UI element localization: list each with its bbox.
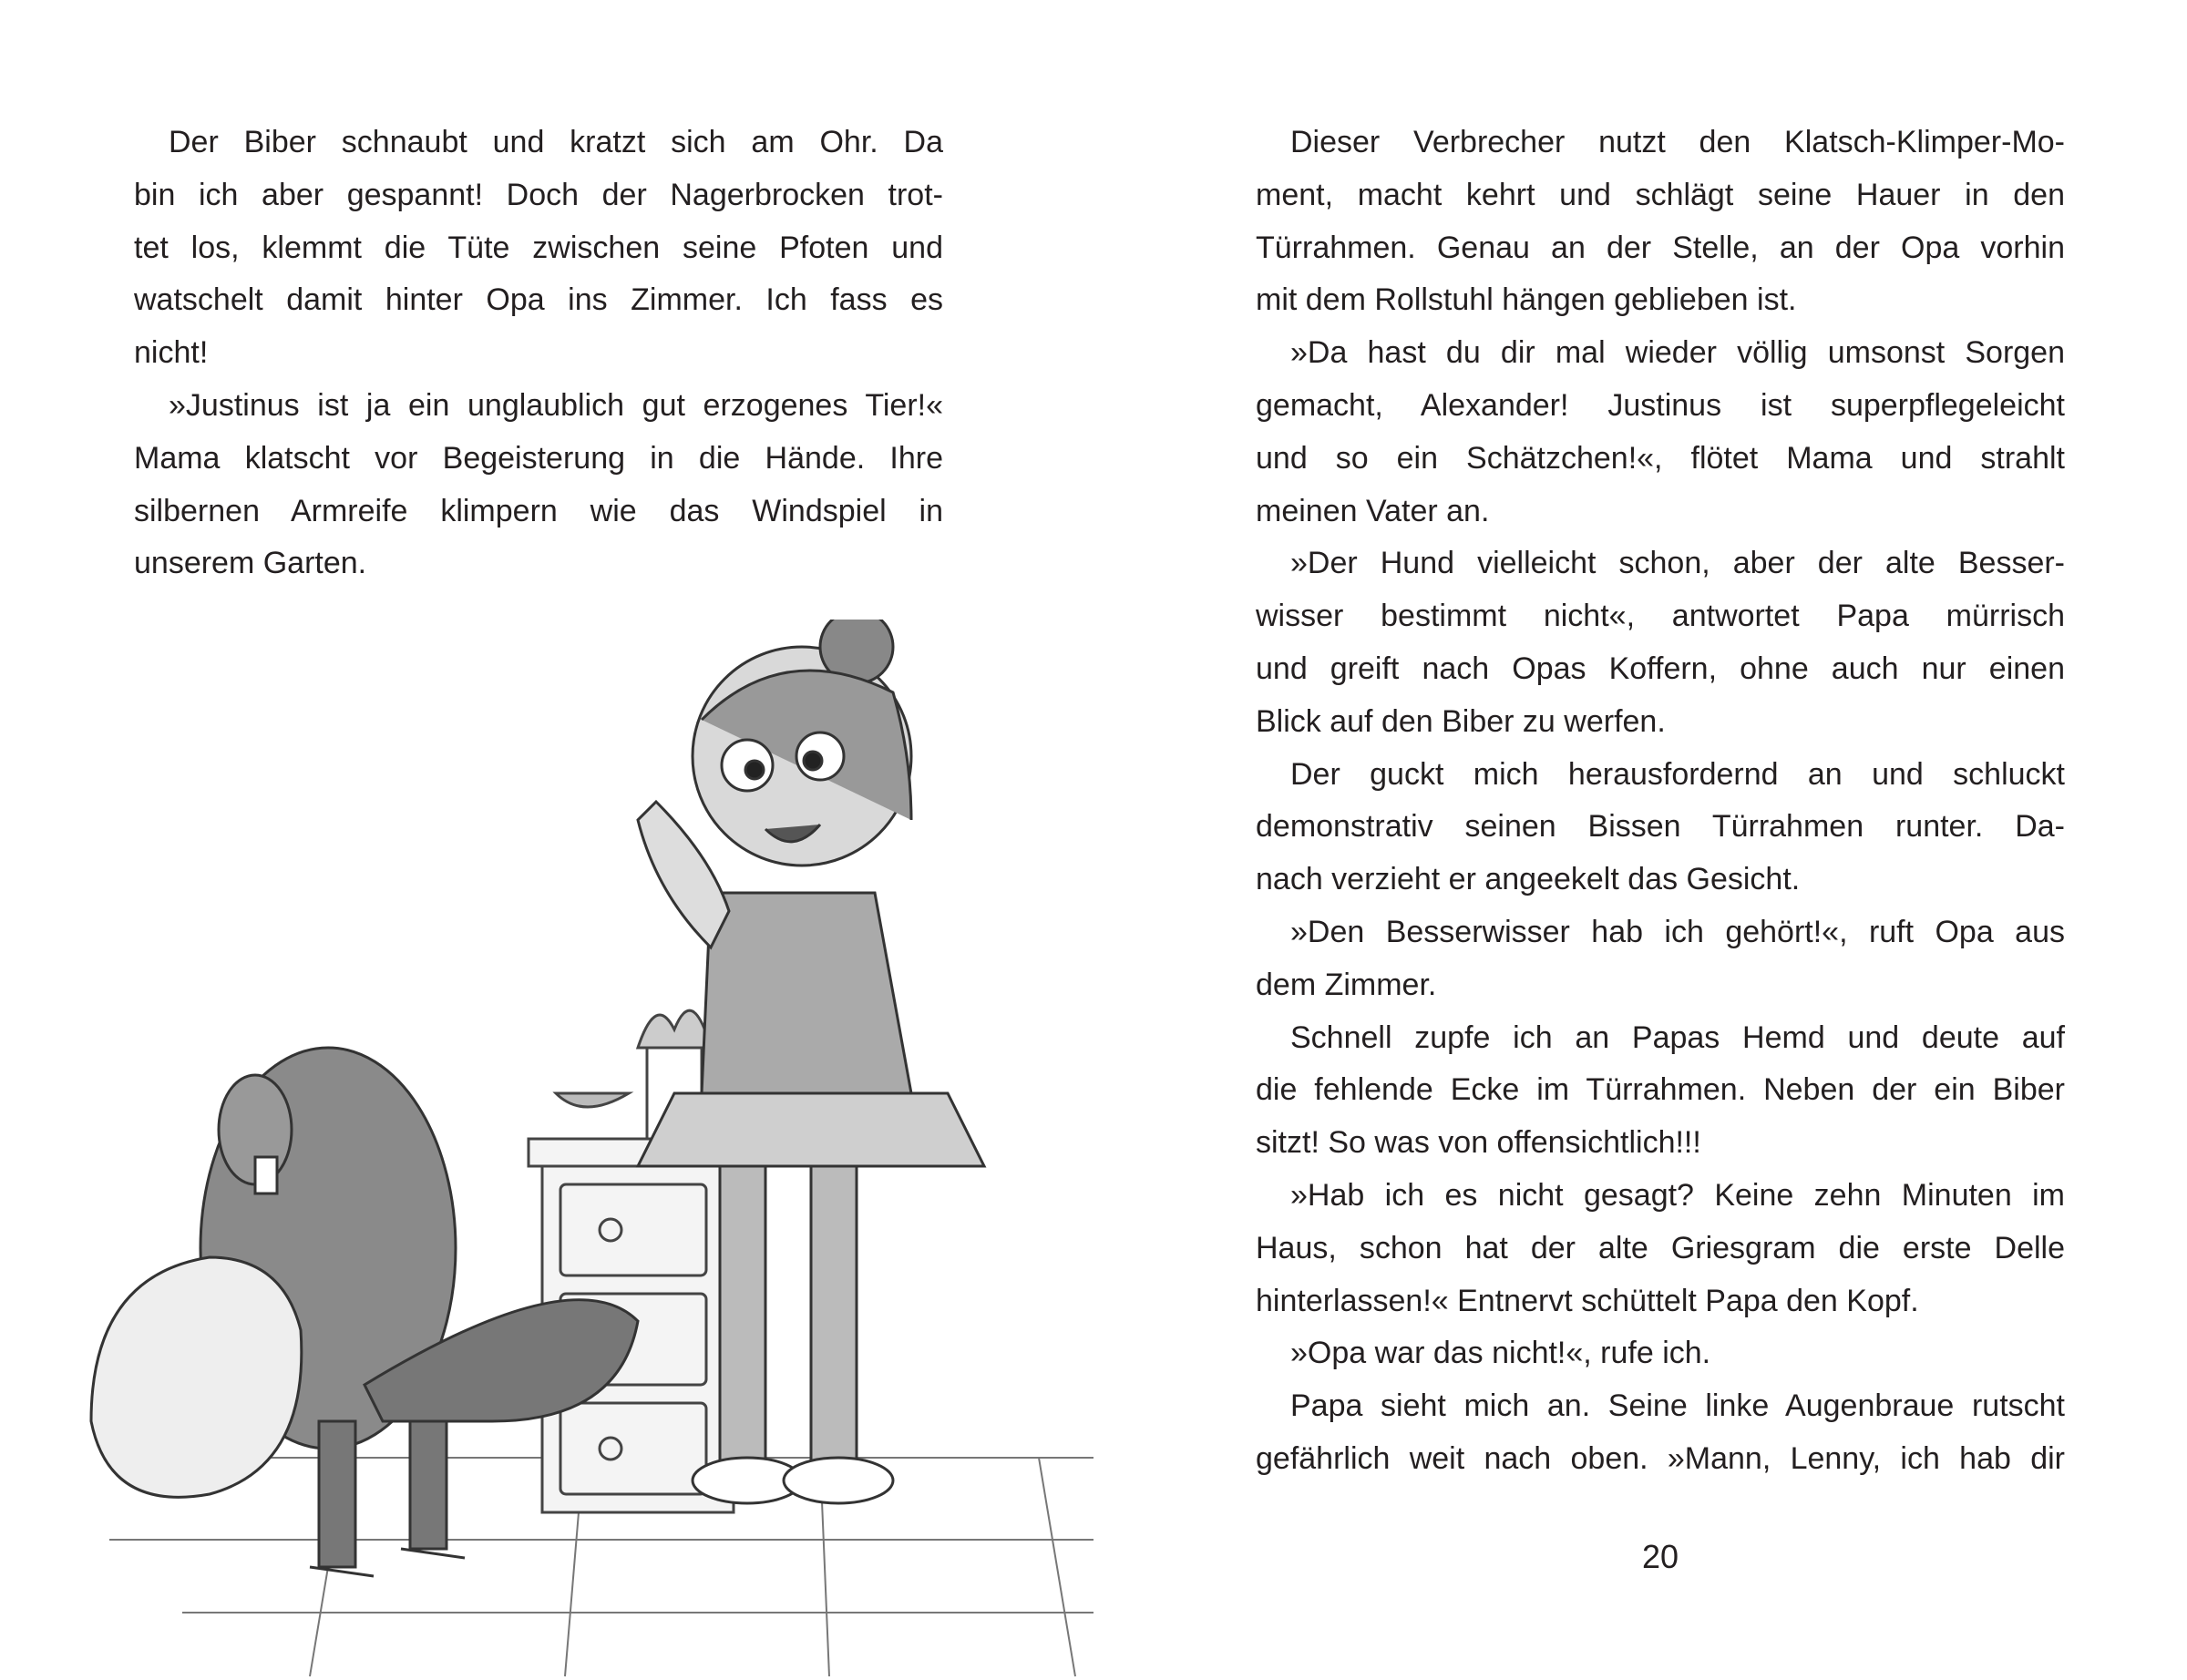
- text-line: hinterlassen!« Entnervt schüttelt Papa den Kopf.: [1256, 1283, 1919, 1318]
- text-line: Schnell zupfe ich an Papas Hemd und deute auf: [1290, 1019, 2065, 1055]
- text-line: »Hab ich es nicht gesagt? Keine zehn Minuten im: [1290, 1177, 2065, 1213]
- text-line: sitzt! So was von offensichtlich!!!: [1256, 1125, 1701, 1161]
- text-line: »Da hast du dir mal wieder völlig umsonst Sorgen: [1290, 335, 2065, 371]
- text-line: ment, macht kehrt und schlägt seine Hauer in den: [1256, 177, 2065, 212]
- illustration-beaver-and-girl: [73, 620, 1112, 1680]
- text-line: Haus, schon hat der alte Griesgram die erste Delle: [1256, 1230, 2065, 1265]
- text-line: gemacht, Alexander! Justinus ist superpflegeleicht: [1256, 387, 2065, 423]
- text-line: Türrahmen. Genau an der Stelle, an der Opa vorhin: [1256, 230, 2065, 265]
- text-line: Dieser Verbrecher nutzt den Klatsch-Klimper-Mo-: [1290, 125, 2065, 159]
- text-line: mit dem Rollstuhl hängen geblieben ist.: [1256, 282, 1797, 318]
- text-line: Blick auf den Biber zu werfen.: [1256, 703, 1666, 739]
- text-line: tet los, klemmt die Tüte zwischen seine Pfoten und: [134, 230, 943, 265]
- right-page-text: [1256, 117, 2065, 1486]
- text-line: und so ein Schätzchen!«, flötet Mama und strahlt: [1256, 440, 2065, 476]
- text-line: unserem Garten.: [134, 546, 367, 581]
- text-line: und greift nach Opas Koffern, ohne auch nur einen: [1256, 650, 2065, 686]
- text-line: nicht!: [134, 335, 209, 371]
- text-line: silbernen Armreife klimpern wie das Windspiel in: [134, 493, 943, 528]
- text-line: meinen Vater an.: [1256, 493, 1490, 528]
- text-line: nach verzieht er angeekelt das Gesicht.: [1256, 862, 1801, 897]
- text-line: wisser bestimmt nicht«, antwortet Papa mürrisch: [1256, 599, 2065, 634]
- bag-icon: [91, 1257, 302, 1497]
- text-line: watschelt damit hinter Opa ins Zimmer. Ich fass es: [134, 282, 943, 318]
- page-number: 20: [1641, 1538, 1679, 1575]
- text-line: »Der Hund vielleicht schon, aber der alte Besser-: [1290, 546, 2065, 581]
- text-line: Der guckt mich herausfordernd an und schluckt: [1290, 756, 2065, 792]
- left-page-text: [134, 117, 943, 590]
- text-line: dem Zimmer.: [1256, 967, 1437, 1002]
- text-line: »Opa war das nicht!«, rufe ich.: [1290, 1336, 1711, 1371]
- text-line: Papa sieht mich an. Seine linke Augenbraue rutscht: [1290, 1388, 2065, 1424]
- text-line: gefährlich weit nach oben. »Mann, Lenny, ich hab dir: [1256, 1440, 2065, 1476]
- text-line: Mama klatscht vor Begeisterung in die Hände. Ihre: [134, 440, 943, 476]
- text-line: demonstrativ seinen Bissen Türrahmen runter. Da-: [1256, 809, 2065, 845]
- text-line: bin ich aber gespannt! Doch der Nagerbrocken trot-: [134, 177, 943, 212]
- text-line: »Justinus ist ja ein unglaublich gut erzogenes Tier!«: [169, 387, 943, 423]
- text-line: Der Biber schnaubt und kratzt sich am Ohr. Da: [169, 125, 943, 159]
- text-line: die fehlende Ecke im Türrahmen. Neben der ein Biber: [1256, 1072, 2065, 1108]
- text-line: »Den Besserwisser hab ich gehört!«, ruft Opa aus: [1290, 914, 2065, 949]
